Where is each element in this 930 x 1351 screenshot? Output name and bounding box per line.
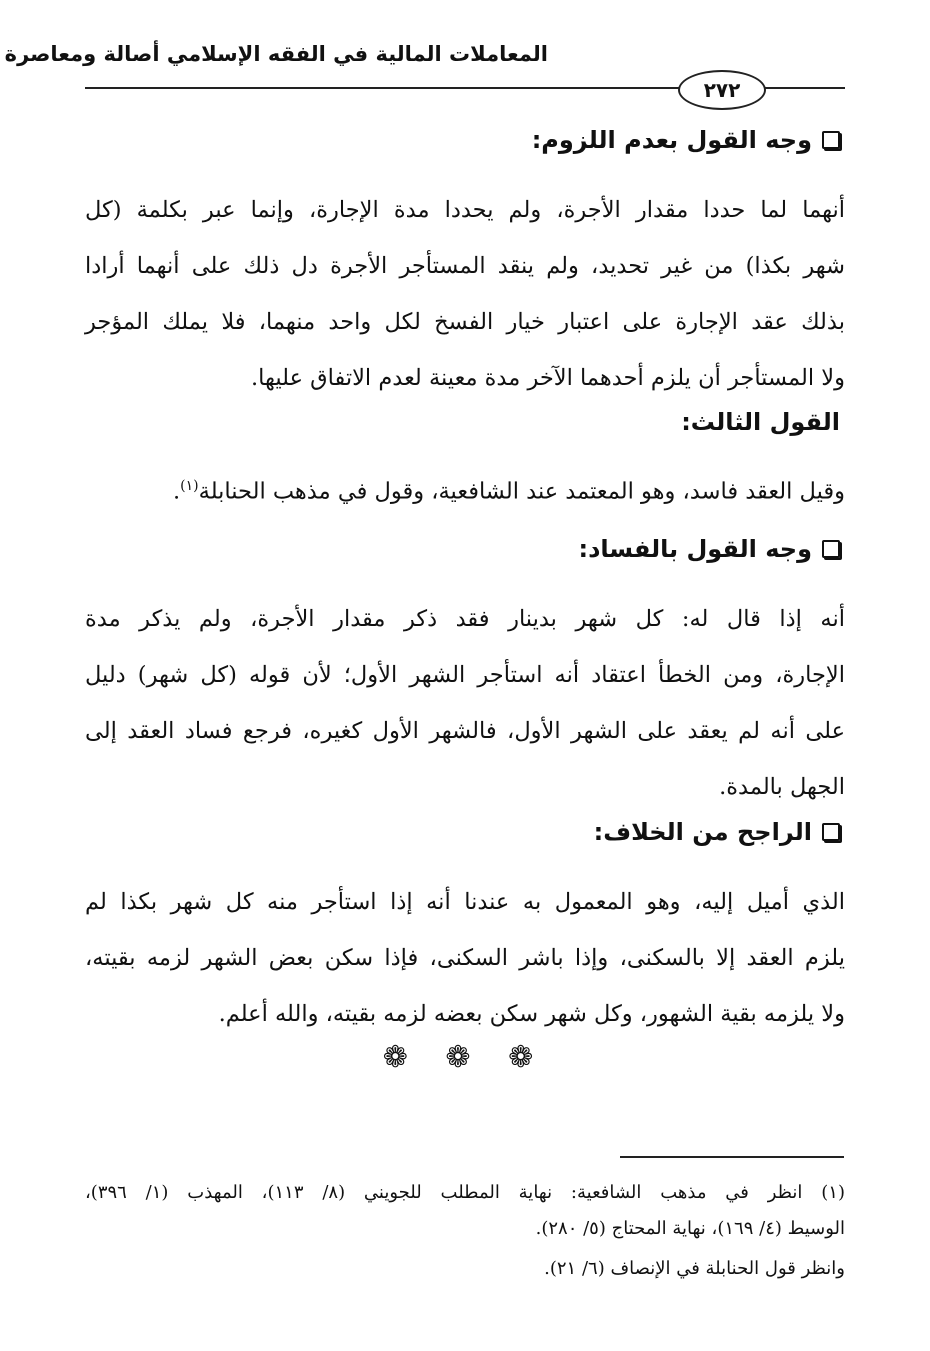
paragraph-third-opinion — [85, 458, 845, 520]
square-bullet-icon — [822, 131, 840, 149]
text-line: أنه إذا قال له: كل شهر بدينار فقد ذكر مقدار الأجرة، ولم يذكر مدة — [85, 606, 845, 632]
section-heading-third-opinion — [90, 408, 840, 436]
text-line: يلزم العقد إلا بالسكنى، وإذا باشر السكنى، فإذا سكن بعض الشهر لزمه بقيته، — [85, 945, 845, 971]
paragraph-non-binding — [85, 182, 845, 406]
text-line: على أنه لم يعقد على الشهر الأول، فالشهر الأول كغيره، فرجع فساد العقد إلى — [85, 718, 845, 744]
footnote-line: (١) انظر في مذهب الشافعية: نهاية المطلب للجويني (٨/ ١١٣)، المهذب (١/ ٣٩٦)، — [85, 1182, 845, 1203]
section-heading-invalidity — [90, 535, 840, 563]
text-line: ولا المستأجر أن يلزم أحدهما الآخر مدة معينة لعدم الاتفاق عليها. — [250, 365, 845, 391]
footnote-line: وانظر قول الحنابلة في الإنصاف (٦/ ٢١). — [544, 1258, 845, 1279]
text-line: الجهل بالمدة. — [719, 774, 845, 800]
text-line — [85, 458, 845, 520]
text-run: وقيل العقد فاسد، وهو المعتمد عند الشافعية، وقول في مذهب الحنابلة — [198, 478, 845, 505]
text-line: أنهما لما حددا مقدار الأجرة، ولم يحددا مدة الإجارة، وإنما عبر بكلمة (كل — [85, 197, 845, 223]
heading-text: القول الثالث: — [681, 408, 840, 436]
section-heading-preferred — [90, 818, 840, 846]
text-line: بذلك عقد الإجارة على اعتبار خيار الفسخ لكل واحد منهما، فلا يملك المؤجر — [85, 309, 845, 335]
square-bullet-icon — [822, 540, 840, 558]
heading-text: وجه القول بعدم اللزوم: — [531, 126, 812, 154]
running-title: المعاملات المالية في الفقه الإسلامي أصالة ومعاصرة — [4, 42, 548, 66]
text-line: الذي أميل إليه، وهو المعمول به عندنا أنه إذا استأجر منه كل شهر بكذا لم — [85, 889, 845, 915]
footnote-ref: (١) — [180, 478, 199, 494]
heading-text: وجه القول بالفساد: — [578, 535, 812, 563]
page-number: ٢٧٢ — [678, 70, 766, 110]
footnote-rule — [620, 1156, 844, 1158]
text-line: شهر بكذا) من غير تحديد، ولم ينقد المستأجر الأجرة دل ذلك على أنهما أرادا — [85, 253, 845, 279]
paragraph-invalidity — [85, 591, 845, 815]
text-line: الإجارة، ومن الخطأ اعتقاد أنه استأجر الشهر الأول؛ لأن قوله (كل شهر) دليل — [85, 662, 845, 688]
section-heading-non-binding — [90, 126, 840, 154]
square-bullet-icon — [822, 823, 840, 841]
footnotes — [85, 1175, 845, 1287]
footnote-line: الوسيط (٤/ ١٦٩)، نهاية المحتاج (٥/ ٢٨٠). — [535, 1218, 845, 1239]
paragraph-preferred — [85, 874, 845, 1042]
text-line: ولا يلزمه بقية الشهور، وكل شهر سكن بعضه لزمه بقيته، والله أعلم. — [218, 1001, 845, 1027]
heading-text: الراجح من الخلاف: — [593, 818, 812, 846]
ornament-divider: ❁ ❁ ❁ — [382, 1040, 548, 1075]
text-run: . — [173, 478, 181, 505]
